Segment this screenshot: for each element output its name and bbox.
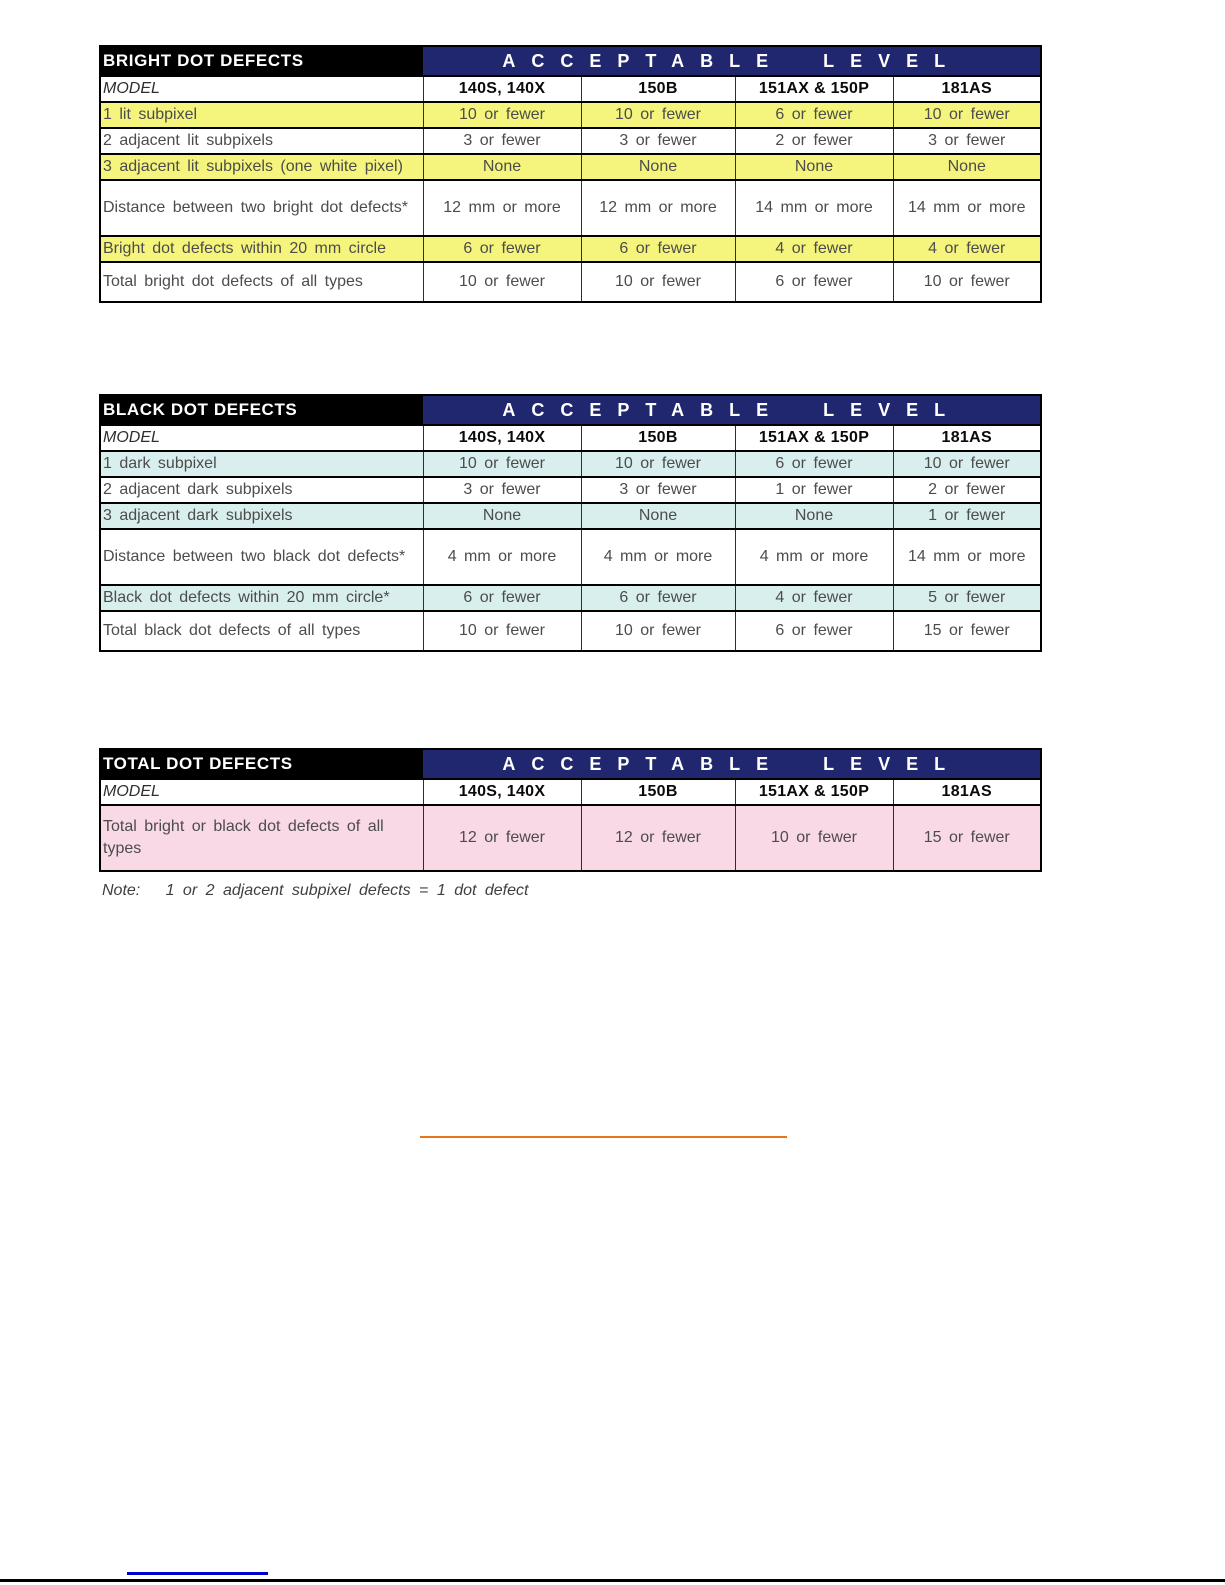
column-header: 150B [581,425,735,451]
row-label: Total bright dot defects of all types [100,262,423,302]
cell-value: 12 or fewer [581,805,735,871]
row-label: 2 adjacent lit subpixels [100,128,423,154]
table-header-row [100,395,1041,425]
column-header: 150B [581,779,735,805]
cell-value: 6 or fewer [423,585,581,611]
column-header: 140S, 140X [423,76,581,102]
table-header-row [100,749,1041,779]
cell-value: 4 mm or more [423,529,581,585]
table-row [100,529,1041,585]
model-row [100,779,1041,805]
cell-value: 6 or fewer [735,102,893,128]
cell-value: 5 or fewer [893,585,1041,611]
cell-value: 15 or fewer [893,611,1041,651]
column-header: 151AX & 150P [735,76,893,102]
table-title: BLACK DOT DEFECTS [100,395,423,425]
cell-value: 14 mm or more [735,180,893,236]
row-label: Total black dot defects of all types [100,611,423,651]
model-row [100,425,1041,451]
table-title: BRIGHT DOT DEFECTS [100,46,423,76]
cell-value: None [735,503,893,529]
table-row [100,477,1041,503]
cell-value: None [581,154,735,180]
column-header: 150B [581,76,735,102]
cell-value: None [423,503,581,529]
row-label: 3 adjacent dark subpixels [100,503,423,529]
column-header: 151AX & 150P [735,425,893,451]
cell-value: 3 or fewer [423,477,581,503]
row-label: 2 adjacent dark subpixels [100,477,423,503]
table-row [100,451,1041,477]
column-header: 140S, 140X [423,779,581,805]
cell-value: 6 or fewer [735,262,893,302]
cell-value: 6 or fewer [581,236,735,262]
cell-value: None [735,154,893,180]
row-label: Total bright or black dot defects of all types [100,805,423,871]
cell-value: 1 or fewer [735,477,893,503]
cell-value: 4 mm or more [581,529,735,585]
model-row [100,76,1041,102]
cell-value: None [423,154,581,180]
table-row [100,128,1041,154]
cell-value: 10 or fewer [735,805,893,871]
acceptable-level-header: ACCEPTABLE LEVEL [423,46,1041,76]
cell-value: 6 or fewer [735,611,893,651]
cell-value: 10 or fewer [581,102,735,128]
row-label: Distance between two black dot defects* [100,529,423,585]
table-row [100,611,1041,651]
cell-value: 10 or fewer [893,262,1041,302]
table-header-row [100,46,1041,76]
column-header: 181AS [893,76,1041,102]
cell-value: 10 or fewer [581,262,735,302]
row-label: 3 adjacent lit subpixels (one white pixel) [100,154,423,180]
column-header: 151AX & 150P [735,779,893,805]
row-label: Bright dot defects within 20 mm circle [100,236,423,262]
cell-value: 2 or fewer [735,128,893,154]
table-row [100,805,1041,871]
cell-value: 3 or fewer [581,128,735,154]
cell-value: 4 or fewer [735,585,893,611]
center-link-underline[interactable] [420,1136,787,1138]
model-label: MODEL [100,425,423,451]
total-dot-defects-table [99,748,1042,872]
table-row [100,236,1041,262]
row-label: 1 dark subpixel [100,451,423,477]
row-label: Black dot defects within 20 mm circle* [100,585,423,611]
cell-value: 4 or fewer [893,236,1041,262]
cell-value: 12 or fewer [423,805,581,871]
cell-value: 10 or fewer [423,262,581,302]
table-row [100,585,1041,611]
table-row [100,180,1041,236]
cell-value: 14 mm or more [893,529,1041,585]
cell-value: 6 or fewer [735,451,893,477]
cell-value: 10 or fewer [423,102,581,128]
black-dot-defects-table [99,394,1042,652]
cell-value: 3 or fewer [423,128,581,154]
cell-value: 10 or fewer [893,451,1041,477]
cell-value: 10 or fewer [581,451,735,477]
column-header: 181AS [893,425,1041,451]
cell-value: 10 or fewer [423,451,581,477]
cell-value: None [581,503,735,529]
cell-value: None [893,154,1041,180]
table-row [100,154,1041,180]
column-header: 140S, 140X [423,425,581,451]
cell-value: 10 or fewer [893,102,1041,128]
column-header: 181AS [893,779,1041,805]
row-label: 1 lit subpixel [100,102,423,128]
cell-value: 2 or fewer [893,477,1041,503]
table-row [100,102,1041,128]
acceptable-level-header: ACCEPTABLE LEVEL [423,395,1041,425]
bright-dot-defects-table [99,45,1042,303]
cell-value: 14 mm or more [893,180,1041,236]
cell-value: 15 or fewer [893,805,1041,871]
cell-value: 3 or fewer [893,128,1041,154]
cell-value: 1 or fewer [893,503,1041,529]
acceptable-level-header: ACCEPTABLE LEVEL [423,749,1041,779]
bottom-link-underline[interactable] [127,1572,268,1575]
model-label: MODEL [100,779,423,805]
cell-value: 6 or fewer [581,585,735,611]
cell-value: 6 or fewer [423,236,581,262]
cell-value: 3 or fewer [581,477,735,503]
cell-value: 10 or fewer [581,611,735,651]
table-row [100,262,1041,302]
cell-value: 12 mm or more [423,180,581,236]
table-row [100,503,1041,529]
cell-value: 4 mm or more [735,529,893,585]
page-bottom-rule [0,1579,1225,1582]
cell-value: 12 mm or more [581,180,735,236]
row-label: Distance between two bright dot defects* [100,180,423,236]
cell-value: 4 or fewer [735,236,893,262]
table-title: TOTAL DOT DEFECTS [100,749,423,779]
note-text: Note: 1 or 2 adjacent subpixel defects = 1 dot defect [102,882,529,899]
cell-value: 10 or fewer [423,611,581,651]
model-label: MODEL [100,76,423,102]
